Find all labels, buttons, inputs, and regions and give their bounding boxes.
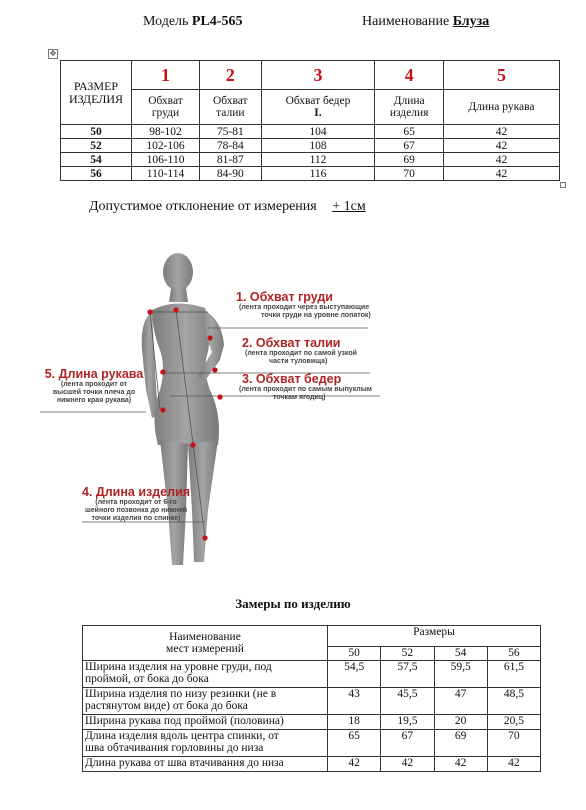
column-header: Длина изделия	[375, 90, 444, 125]
name-value: Блуза	[452, 14, 490, 29]
name-column-header: Наименование мест измерений	[83, 626, 328, 661]
table-row: 52 102-106 78-84 108 67 42	[61, 139, 560, 153]
table-row: 54 106-110 81-87 112 69 42	[61, 153, 560, 167]
measurements-table	[82, 625, 541, 772]
table-row: Длина изделия вдоль центра спинки, от шва обтачивания горловины до низа 65 67 69 70	[83, 730, 541, 757]
label-length: 4. Длина изделия (лента проходит от 6-го шейного позвонка до нижней точки изделия по спинке)	[81, 485, 191, 522]
model-code: PL4-565	[191, 14, 243, 29]
sizes-header: Размеры	[328, 626, 541, 647]
column-header: Обхват талии	[200, 90, 262, 125]
size-header: 52	[381, 647, 434, 661]
column-header: Обхват груди	[132, 90, 200, 125]
size-corner-header: РАЗМЕР ИЗДЕЛИЯ	[61, 61, 132, 125]
size-header: 56	[487, 647, 540, 661]
size-header: 54	[434, 647, 487, 661]
label-sleeve: 5. Длина рукава (лента проходит от высшей точки плеча до нижнего края рукава)	[44, 367, 144, 404]
measurements-title: Замеры по изделию	[235, 596, 351, 611]
column-number: 3	[261, 61, 375, 90]
tolerance-value: + 1см	[332, 199, 366, 214]
column-number: 2	[200, 61, 262, 90]
table-row: Ширина изделия на уровне груди, под проймой, от бока до бока 54,5 57,5 59,5 61,5	[83, 661, 541, 688]
column-number: 1	[132, 61, 200, 90]
table-row: 50 98-102 75-81 104 65 42	[61, 125, 560, 139]
model-line	[143, 14, 242, 30]
name-label: Наименование	[362, 14, 450, 29]
table-move-handle-icon[interactable]: ✥	[49, 49, 57, 58]
table-row: Ширина изделия по низу резинки (не в растянутом виде) от бока до бока 43 45,5 47 48,5	[83, 688, 541, 715]
column-number: 5	[443, 61, 559, 90]
table-row: Длина рукава от шва втачивания до низа 42 42 42 42	[83, 757, 541, 772]
table-row: 56 110-114 84-90 116 70 42	[61, 167, 560, 181]
column-number: 4	[375, 61, 444, 90]
table-row: Ширина рукава под проймой (половина) 18 19,5 20 20,5	[83, 715, 541, 730]
label-waist: 2. Обхват талии (лента проходит по самой узкой части туловища)	[242, 336, 357, 365]
model-label: Модель	[143, 14, 189, 29]
label-hips: 3. Обхват бедер (лента проходит по самым выпуклым точкам ягодиц)	[239, 372, 372, 401]
size-table	[60, 60, 560, 181]
size-header: 50	[328, 647, 381, 661]
column-header: Обхват бедер I.	[261, 90, 375, 125]
tolerance-line	[89, 199, 366, 215]
label-chest: 1. Обхват груди (лента проходит через выступающие точки груди на уровне лопаток)	[236, 290, 371, 319]
tolerance-text: Допустимое отклонение от измерения	[89, 199, 317, 214]
column-header: Длина рукава	[443, 90, 559, 125]
table-resize-handle-icon[interactable]	[560, 182, 566, 188]
name-line	[362, 14, 489, 30]
